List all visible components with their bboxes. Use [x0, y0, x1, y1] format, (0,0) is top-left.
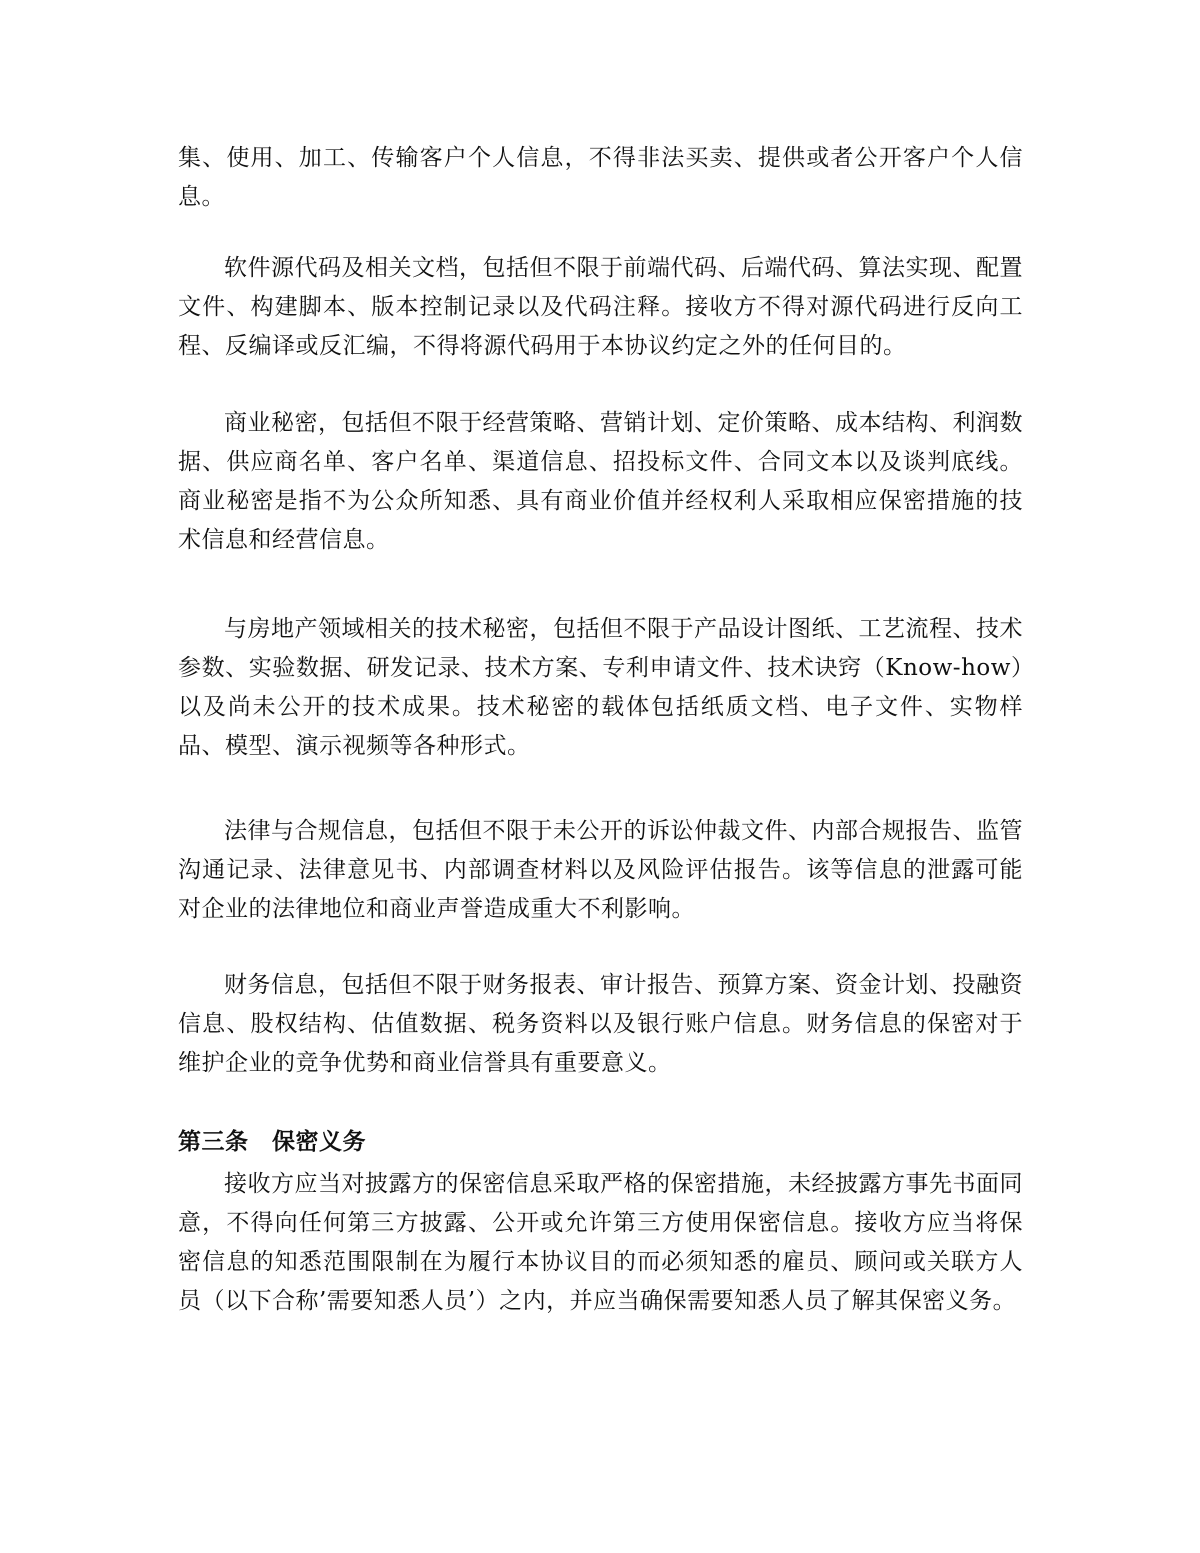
paragraph-legal-compliance: 法律与合规信息，包括但不限于未公开的诉讼仲裁文件、内部合规报告、监管沟通记录、法律意见书、内部调查材料以及风险评估报告。该等信息的泄露可能对企业的法律地位和商业声誉造成重大不利影响。: [178, 818, 1023, 922]
section-heading-article-3: 第三条 保密义务: [178, 1129, 366, 1155]
paragraph-customer-info-continued: 集、使用、加工、传输客户个人信息，不得非法买卖、提供或者公开客户个人信息。: [178, 145, 1023, 210]
paragraph-source-code: 软件源代码及相关文档，包括但不限于前端代码、后端代码、算法实现、配置文件、构建脚本、版本控制记录以及代码注释。接收方不得对源代码进行反向工程、反编译或反汇编，不得将源代码用于本协议约定之外的任何目的。: [178, 255, 1023, 359]
paragraph-trade-secrets: 商业秘密，包括但不限于经营策略、营销计划、定价策略、成本结构、利润数据、供应商名单、客户名单、渠道信息、招投标文件、合同文本以及谈判底线。商业秘密是指不为公众所知悉、具有商业价值并经权利人采取相应保密措施的技术信息和经营信息。: [178, 410, 1023, 553]
paragraph-technical-secrets: 与房地产领域相关的技术秘密，包括但不限于产品设计图纸、工艺流程、技术参数、实验数据、研发记录、技术方案、专利申请文件、技术诀窍（Know-how）以及尚未公开的技术成果。技术秘密的载体包括纸质文档、电子文件、实物样品、模型、演示视频等各种形式。: [178, 616, 1023, 759]
paragraph-financial-info: 财务信息，包括但不限于财务报表、审计报告、预算方案、资金计划、投融资信息、股权结构、估值数据、税务资料以及银行账户信息。财务信息的保密对于维护企业的竞争优势和商业信誉具有重要意义。: [178, 972, 1023, 1076]
paragraph-confidentiality-obligation: 接收方应当对披露方的保密信息采取严格的保密措施，未经披露方事先书面同意，不得向任何第三方披露、公开或允许第三方使用保密信息。接收方应当将保密信息的知悉范围限制在为履行本协议目的而必须知悉的雇员、顾问或关联方人员（以下合称’需要知悉人员’）之内，并应当确保需要知悉人员了解其保密义务。: [178, 1171, 1023, 1314]
